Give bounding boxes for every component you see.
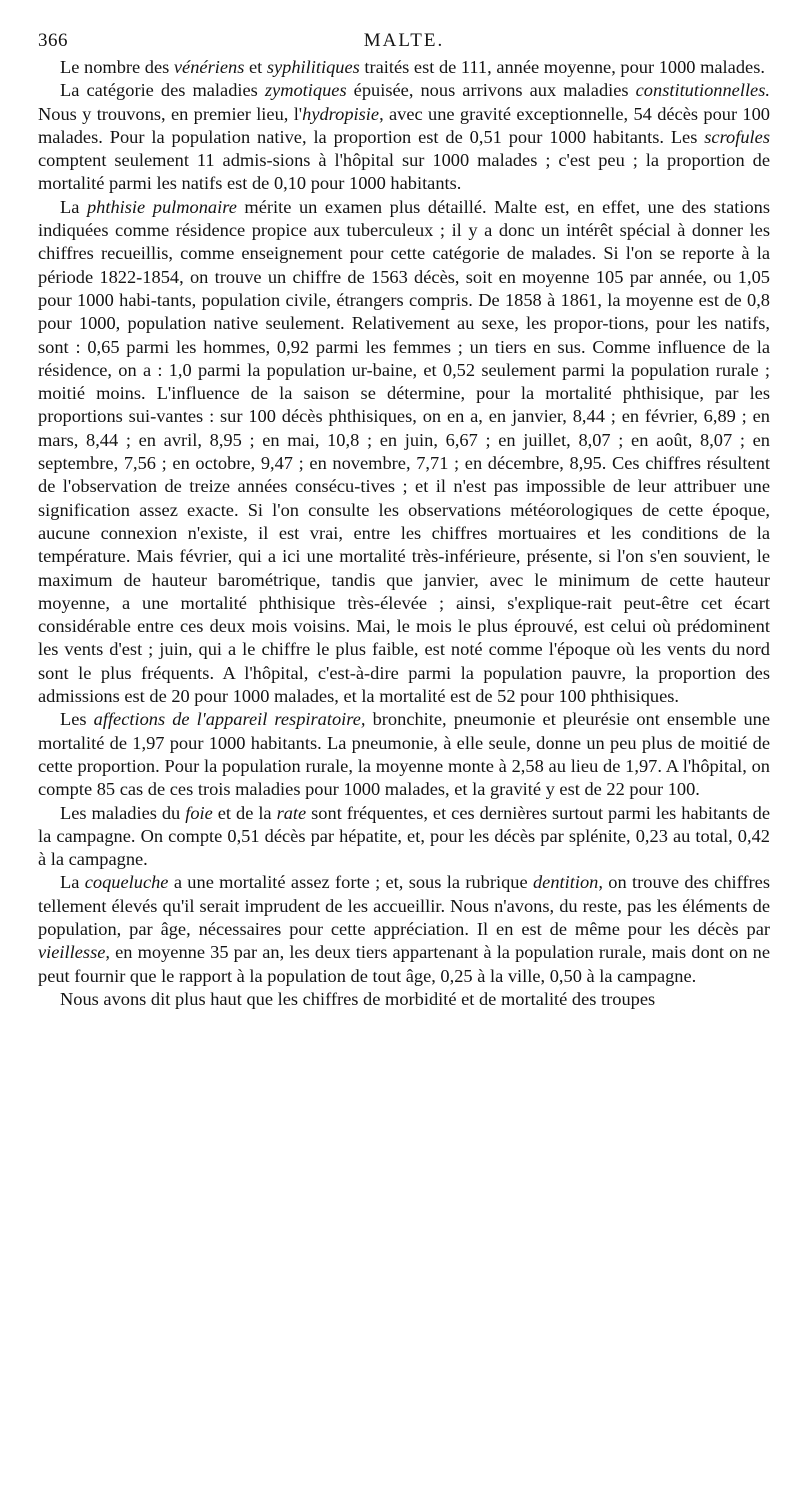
page (38, 30, 770, 1011)
text-run: Les maladies du (60, 802, 186, 823)
italic-term: hydropisie (302, 103, 380, 124)
text-run: Les (60, 709, 94, 730)
paragraph-liver-spleen (38, 802, 770, 872)
page-number: 366 (38, 30, 68, 51)
italic-term: constitutionnelles. (635, 80, 770, 101)
text-run: La (60, 196, 87, 217)
text-run: Le nombre des (60, 57, 174, 77)
text-run: sont fréquentes, et ces dernières surtout parmi les habitants de la campagne. On compte 0,51 décès par hépatite, et, pour les décès par splénite, 0,23 au total, 0,42 à la campagne. (38, 802, 770, 870)
paragraph-phthisis (38, 196, 770, 709)
page-header (38, 30, 770, 56)
paragraph-respiratory (38, 708, 770, 801)
paragraph-constitutional (38, 79, 770, 195)
text-run: on trouve des chiffres tellement élevés qu'il serait imprudent de les accueillir. Nous n'avons, du reste, pas les éléments de population, par âge, nécessaires pour cette appréciation. Il en est de même pour les décès par (38, 872, 770, 939)
body-text (38, 56, 770, 1011)
text-run: en moyenne 35 par an, les deux tiers appartenant à la population rurale, mais dont on ne peut fournir que le rapport à la population de tout âge, 0,25 à la ville, 0,50 à la campagne. (38, 942, 770, 986)
italic-term: syphilitiques (266, 57, 360, 77)
italic-term: zymotiques (264, 80, 347, 101)
text-run: traités est de 111, année moyenne, pour 1000 malades. (359, 57, 765, 77)
italic-term: affections de l'appareil respiratoire, (93, 709, 366, 730)
paragraph-troops (38, 988, 770, 1011)
text-run: et de la (212, 802, 277, 823)
text-run: a une mortalité assez forte ; et, sous la rubrique (168, 872, 533, 893)
italic-term: coqueluche (84, 872, 169, 893)
paragraph-whooping-cough (38, 871, 770, 987)
italic-term: dentition, (532, 872, 603, 893)
text-run: épuisée, nous arrivons aux maladies (346, 80, 636, 101)
text-run: Nous avons dit plus haut que les chiffres de morbidité et de mortalité des troupes (60, 988, 656, 1009)
text-run: mérite un examen plus détaillé. Malte est, en effet, une des stations indiquées comme résidence propice aux tuberculeux ; il y a donc un intérêt spécial à donner les chiffres recueillis, comme enseignement pour cette catégorie de malades. Si l'on se reporte à la période 1822-1854, on trouve un chiffre de 1563 décès, soit en moyenne 105 par année, ou 1,05 pour 1000 habi-tants, population civile, étrangers compris. De 1858 à 1861, la moyenne est de 0,8 pour 1000, population native seulement. Relativement au sexe, les propor-tions, pour les natifs, sont : 0,65 parmi les hommes, 0,92 parmi les femmes ; un tiers en sus. Comme influence de la résidence, on a : 1,0 parmi la population ur-baine, et 0,52 seulement parmi la population rurale ; moitié moins. L'influence de la saison se détermine, pour la mortalité phthisique, par les proportions sui-vantes : sur 100 décès phthisiques, on en a, en janvier, 8,44 ; en février, 6,89 ; en mars, 8,44 ; en avril, 8,95 ; en mai, 10,8 ; en juin, 6,67 ; en juillet, 8,07 ; en août, 8,07 ; en septembre, 7,56 ; en octobre, 9,47 ; en novembre, 7,71 ; en décembre, 8,95. Ces chiffres résultent de l'observation de treize années consécu-tives ; et il n'est pas impossible de leur attribuer une signification assez exacte. Si l'on consulte les observations météorologiques de cette époque, aucune connexion n'existe, il est vrai, entre les chiffres mortuaires et les conditions de la température. Mais février, qui a ici une mortalité très-inférieure, présente, si l'on s'en souvient, le maximum de hauteur barométrique, tandis que janvier, avec le minimum de cette hauteur moyenne, a une mortalité phthisique très-élevée ; ainsi, s'explique-rait peut-être cet écart considérable entre ces deux mois voisins. Mai, le mois le plus éprouvé, est celui où prédominent les vents d'est ; juin, qui a le chiffre le plus faible, est noté comme l'époque où les vents du nord sont le plus fréquents. A l'hôpital, c'est-à-dire parmi la population pauvre, la proportion des admissions est de 20 pour 1000 malades, et la mortalité est de 52 pour 100 phthisiques. (38, 196, 770, 707)
italic-term: vieillesse, (38, 942, 111, 963)
italic-term: phthisie pulmonaire (86, 196, 237, 217)
text-run: , avec une gravité exceptionnelle, 54 décès pour 100 malades. Pour la population native, la proportion est de 0,51 pour 1000 habitants. Les (38, 103, 770, 147)
text-run: Nous y trouvons, en premier lieu, l' (38, 103, 303, 124)
text-run: bronchite, pneumonie et pleurésie ont ensemble une mortalité de 1,97 pour 1000 habitants. La pneumonie, à elle seule, donne un peu plus de moitié de cette proportion. Pour la population rurale, la moyenne monte à 2,58 au lieu de 1,97. A l'hôpital, on compte 85 cas de ces trois maladies pour 1000 malades, et la gravité y est de 22 pour 100. (38, 709, 771, 800)
text-run: La catégorie des maladies (60, 80, 265, 101)
italic-term: rate (276, 802, 307, 823)
text-run: comptent seulement 11 admis-sions à l'hôpital sur 1000 malades ; c'est peu ; la proportion de mortalité parmi les natifs est de 0,10 pour 1000 habitants. (38, 150, 770, 194)
text-run: La (60, 872, 85, 893)
italic-term: vénériens (173, 57, 245, 77)
text-run: et (244, 57, 267, 77)
italic-term: scrofules (704, 126, 770, 147)
italic-term: foie (185, 802, 213, 823)
paragraph-venereal (38, 56, 770, 79)
running-title: MALTE. (363, 30, 445, 51)
